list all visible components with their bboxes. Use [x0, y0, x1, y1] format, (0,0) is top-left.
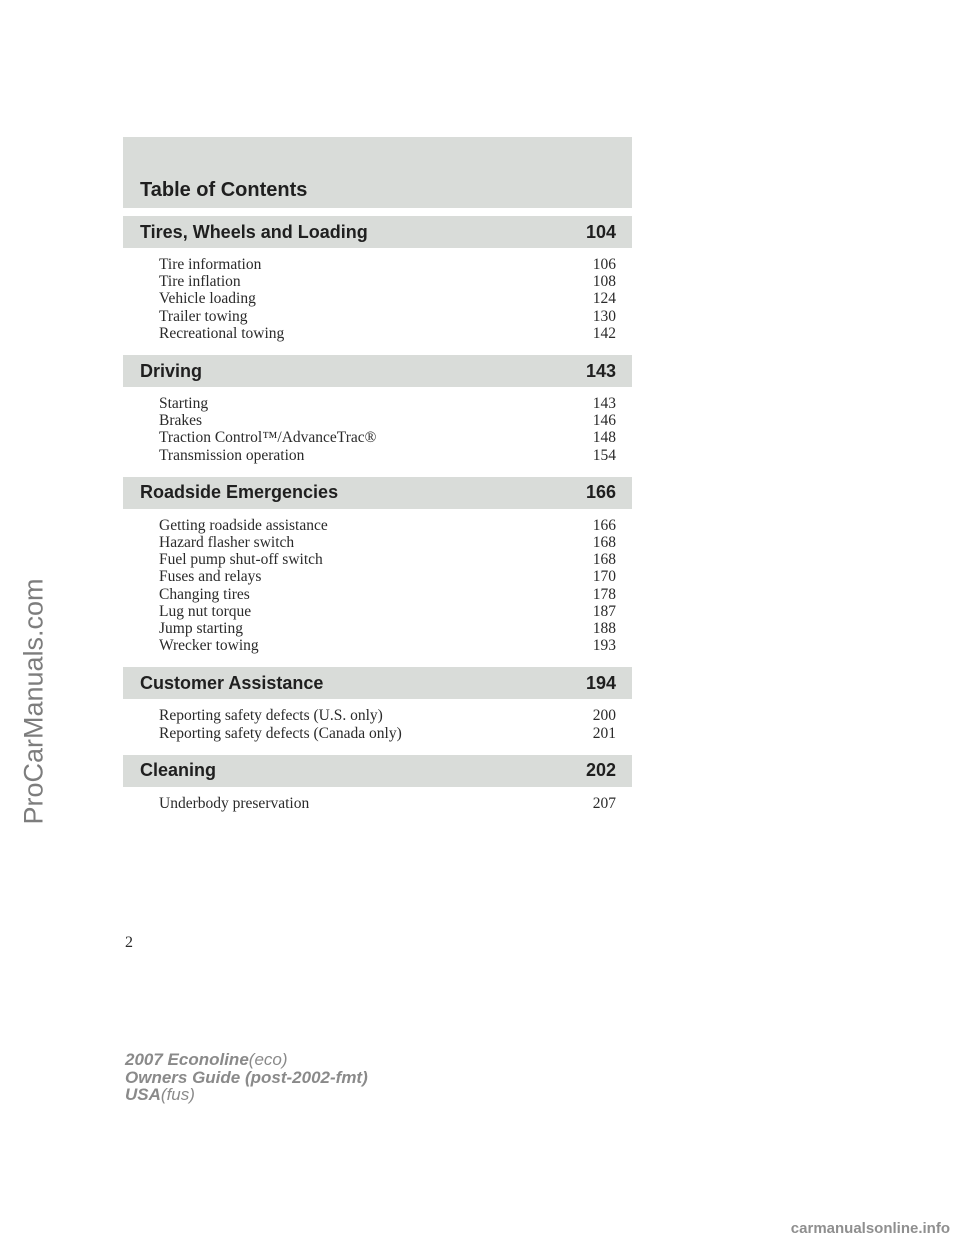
entry-page: 124: [592, 290, 616, 308]
section-gap: [123, 469, 632, 477]
entry-label: Underbody preservation: [159, 794, 310, 812]
entry-label: Hazard flasher switch: [159, 534, 295, 552]
entry-page: 200: [592, 707, 616, 725]
toc-entry[interactable]: [159, 256, 616, 273]
toc-entry[interactable]: [159, 603, 616, 620]
entry-page: 108: [592, 273, 616, 291]
toc-entry[interactable]: [159, 290, 616, 307]
entry-page: 154: [592, 446, 616, 464]
entry-list: [123, 787, 632, 817]
entry-list: [123, 387, 632, 469]
toc-entry[interactable]: [159, 725, 616, 742]
entry-list: [123, 509, 632, 660]
toc-entry[interactable]: [159, 637, 616, 654]
footer: [125, 1051, 368, 1104]
footer-line-3: [125, 1086, 368, 1104]
entry-page: 166: [592, 516, 616, 534]
entry-page: 143: [592, 395, 616, 413]
entry-label: Trailer towing: [159, 307, 248, 325]
section-heading[interactable]: [123, 216, 632, 248]
entry-page: 207: [592, 794, 616, 812]
entry-label: Traction Control™/AdvanceTrac®: [159, 429, 377, 447]
section-heading[interactable]: [123, 355, 632, 387]
side-watermark: [14, 511, 54, 891]
toc-entry[interactable]: [159, 447, 616, 464]
section-page: 194: [585, 672, 616, 693]
entry-page: 148: [592, 429, 616, 447]
entry-list: [123, 699, 632, 746]
toc-entry[interactable]: [159, 273, 616, 290]
toc-sections: [123, 208, 632, 817]
entry-label: Jump starting: [159, 620, 243, 638]
toc-entry[interactable]: [159, 395, 616, 412]
section-heading[interactable]: [123, 667, 632, 699]
footer-line-2: Owners Guide (post-2002-fmt): [125, 1067, 368, 1087]
entry-page: 168: [592, 534, 616, 552]
toc-entry[interactable]: [159, 534, 616, 551]
section-title: Customer Assistance: [140, 672, 324, 693]
section-gap: [123, 747, 632, 755]
footer-model-code: (eco): [248, 1050, 288, 1069]
footer-model: 2007 Econoline: [125, 1050, 249, 1069]
section-gap: [123, 347, 632, 355]
section-title: Tires, Wheels and Loading: [140, 221, 368, 242]
section-title: Cleaning: [140, 760, 217, 781]
entry-label: Lug nut torque: [159, 602, 252, 620]
entry-label: Recreational towing: [159, 324, 285, 342]
section-page: 143: [585, 360, 616, 381]
footer-market-code: (fus): [160, 1085, 195, 1104]
entry-page: 130: [592, 307, 616, 325]
entry-page: 170: [592, 568, 616, 586]
side-watermark-text: ProCarManuals.com: [18, 577, 49, 825]
section-title: Driving: [140, 360, 203, 381]
toc-entry[interactable]: [159, 325, 616, 342]
entry-page: 201: [592, 724, 616, 742]
toc-entry[interactable]: [159, 429, 616, 446]
footer-line-1: [125, 1051, 368, 1069]
entry-label: Reporting safety defects (Canada only): [159, 724, 402, 742]
entry-page: 146: [592, 412, 616, 430]
section-page: 104: [585, 221, 616, 242]
page-title: Table of Contents: [140, 179, 308, 201]
section-page: 166: [585, 482, 616, 503]
section-heading[interactable]: [123, 755, 632, 787]
entry-page: 178: [592, 585, 616, 603]
entry-label: Tire inflation: [159, 273, 241, 291]
entry-label: Changing tires: [159, 585, 250, 603]
entry-label: Fuses and relays: [159, 568, 262, 586]
toc-entry[interactable]: [159, 412, 616, 429]
entry-page: 187: [592, 602, 616, 620]
toc-entry[interactable]: [159, 620, 616, 637]
entry-page: 106: [592, 256, 616, 273]
entry-label: Transmission operation: [159, 446, 305, 464]
toc-entry[interactable]: [159, 517, 616, 534]
section-gap: [123, 208, 632, 216]
entry-label: Wrecker towing: [159, 637, 259, 655]
entry-label: Vehicle loading: [159, 290, 256, 308]
entry-label: Getting roadside assistance: [159, 516, 328, 534]
entry-label: Fuel pump shut-off switch: [159, 551, 323, 569]
entry-list: [123, 248, 632, 347]
entry-page: 142: [592, 324, 616, 342]
toc-entry[interactable]: [159, 551, 616, 568]
toc-entry[interactable]: [159, 568, 616, 585]
entry-label: Starting: [159, 395, 209, 413]
section-heading[interactable]: [123, 477, 632, 509]
toc-entry[interactable]: [159, 586, 616, 603]
entry-page: 188: [592, 620, 616, 638]
entry-label: Tire information: [159, 256, 262, 273]
toc-entry[interactable]: [159, 707, 616, 724]
toc-entry[interactable]: [159, 308, 616, 325]
entry-label: Reporting safety defects (U.S. only): [159, 707, 383, 725]
toc-header: [123, 137, 632, 208]
footer-market: USA: [125, 1085, 161, 1104]
entry-page: 168: [592, 551, 616, 569]
entry-label: Brakes: [159, 412, 203, 430]
page-number: 2: [125, 934, 133, 951]
section-page: 202: [585, 760, 616, 781]
section-gap: [123, 659, 632, 667]
section-title: Roadside Emergencies: [140, 482, 339, 503]
entry-page: 193: [592, 637, 616, 655]
table-of-contents: [123, 137, 632, 817]
toc-entry[interactable]: [159, 795, 616, 812]
bottom-watermark: carmanualsonline.info: [790, 1220, 950, 1237]
